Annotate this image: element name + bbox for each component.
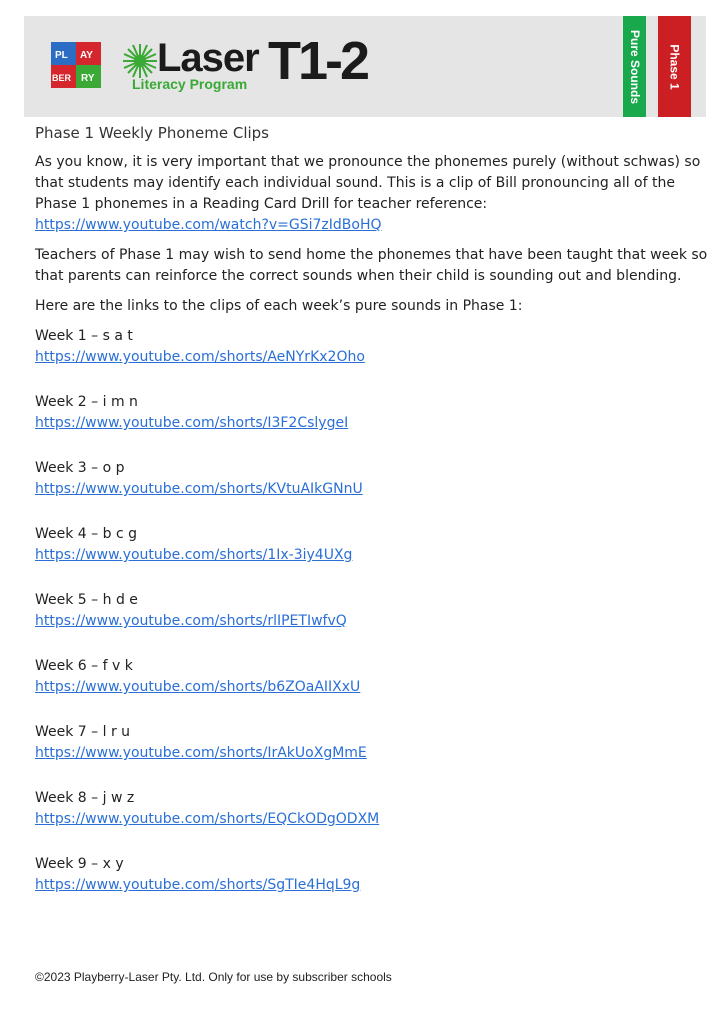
week-item: [35, 326, 715, 368]
week-label: Week 1 – s a t: [35, 328, 133, 344]
week-item: [35, 788, 715, 830]
intro-text: As you know, it is very important that we pronounce the phonemes purely (without schwas) so that students may identify each individual sound. This is a clip of Bill pronouncing all of the Phase 1 phonemes in a Reading Card Drill for teacher reference:: [35, 154, 701, 212]
week-video-link[interactable]: https://www.youtube.com/shorts/KVtuAIkGNnU: [35, 481, 363, 497]
puzzle-letter-4: RY: [81, 73, 95, 84]
week-video-link[interactable]: https://www.youtube.com/shorts/1Ix-3iy4UXg: [35, 547, 353, 563]
week-label: Week 7 – l r u: [35, 724, 131, 740]
logo-level-text: T1-2: [268, 31, 368, 91]
puzzle-letter-2: AY: [80, 50, 93, 61]
week-video-link[interactable]: https://www.youtube.com/shorts/IrAkUoXgMmE: [35, 745, 367, 761]
week-video-link[interactable]: https://www.youtube.com/shorts/I3F2CslygeI: [35, 415, 349, 431]
intro-video-link[interactable]: https://www.youtube.com/watch?v=GSi7zIdBoHQ: [35, 217, 382, 233]
puzzle-letter-3: BER: [52, 73, 72, 83]
week-item: [35, 656, 715, 698]
week-label: Week 8 – j w z: [35, 790, 135, 806]
laser-burst-icon: [121, 42, 159, 80]
week-list: [35, 326, 715, 896]
teachers-paragraph: Teachers of Phase 1 may wish to send home the phonemes that have been taught that week so that parents can reinforce the correct sounds when their child is sounding out and blending.: [35, 247, 708, 284]
week-item: [35, 722, 715, 764]
week-label: Week 2 – i m n: [35, 394, 138, 410]
week-video-link[interactable]: https://www.youtube.com/shorts/EQCkODgODXM: [35, 811, 380, 827]
playberry-puzzle-logo: [51, 42, 101, 88]
week-item: [35, 590, 715, 632]
phase-tab: [658, 16, 691, 117]
week-label: Week 3 – o p: [35, 460, 125, 476]
week-item: [35, 524, 715, 566]
puzzle-letter-1: PL: [55, 50, 68, 61]
week-item: [35, 458, 715, 500]
logo-laser-text: Laser: [157, 36, 259, 80]
week-video-link[interactable]: https://www.youtube.com/shorts/b6ZOaAIIXxU: [35, 679, 361, 695]
week-item: [35, 854, 715, 896]
phase-tab-label: Phase 1: [667, 43, 682, 90]
logo-subtitle: Literacy Program: [132, 76, 248, 92]
pure-sounds-tab-label: Pure Sounds: [627, 29, 642, 104]
week-label: Week 6 – f v k: [35, 658, 133, 674]
week-video-link[interactable]: https://www.youtube.com/shorts/AeNYrKx2Oho: [35, 349, 365, 365]
header-banner: [24, 16, 706, 117]
page-title: Phase 1 Weekly Phoneme Clips: [35, 124, 269, 142]
week-item: [35, 392, 715, 434]
pure-sounds-tab: [623, 16, 646, 117]
links-intro-paragraph: Here are the links to the clips of each week’s pure sounds in Phase 1:: [35, 298, 523, 314]
copyright-footer: ©2023 Playberry-Laser Pty. Ltd. Only for use by subscriber schools: [35, 970, 392, 984]
document-body: [35, 123, 715, 920]
week-video-link[interactable]: https://www.youtube.com/shorts/rlIPETIwfvQ: [35, 613, 347, 629]
week-label: Week 4 – b c g: [35, 526, 137, 542]
intro-paragraph: [35, 152, 715, 236]
week-video-link[interactable]: https://www.youtube.com/shorts/SgTIe4HqL9g: [35, 877, 361, 893]
week-label: Week 9 – x y: [35, 856, 124, 872]
week-label: Week 5 – h d e: [35, 592, 138, 608]
